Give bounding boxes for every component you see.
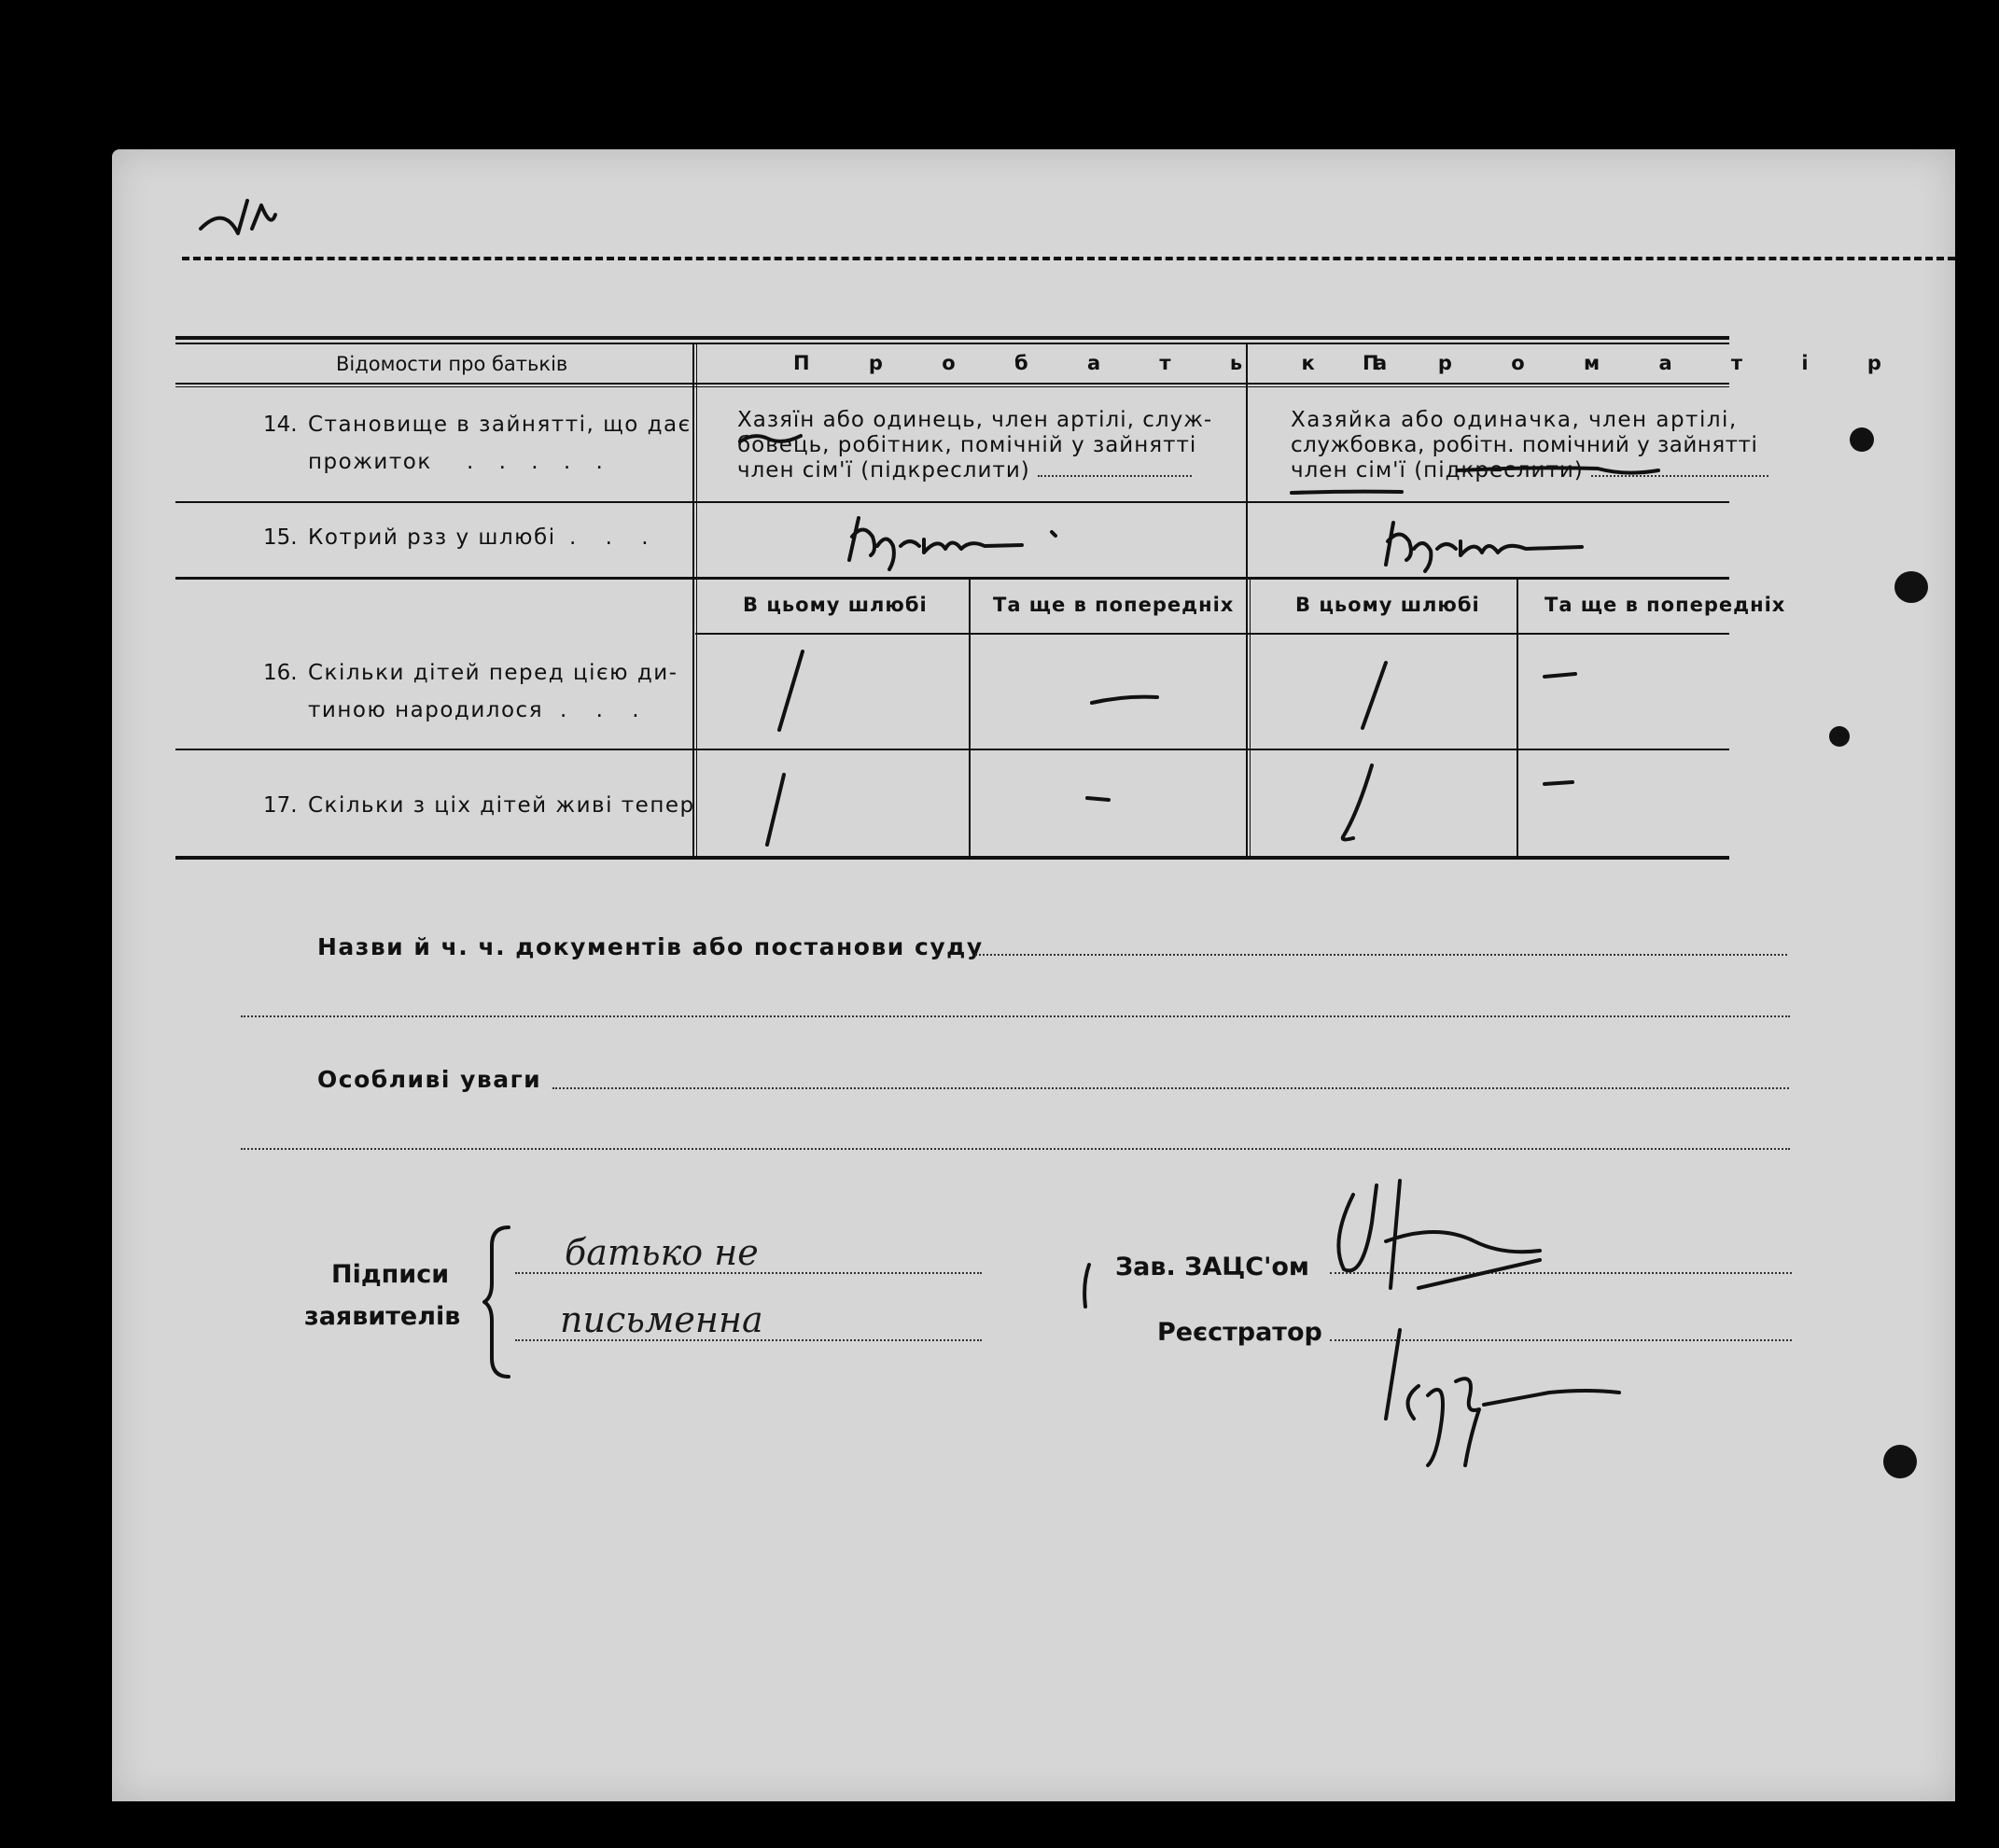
header-mother: П р о м а т і р [1363,352,1908,374]
row16-father-previous-value [1087,686,1171,714]
documents-field-line2 [241,1015,1790,1017]
header-father: П р о б а т ь к а [793,352,1414,374]
form-page [112,149,1955,1801]
row17-label: Скільки з ціх дітей живі тепер [308,793,695,818]
row14-label: Становище в зайнятті, що дає [308,413,692,437]
row16-father-current-value [765,644,821,747]
applicants-brace [481,1223,518,1381]
mother-underline-mark [1290,457,1775,504]
remarks-label: Особливі уваги [317,1066,542,1093]
punch-hole [1850,427,1874,452]
row15-number: 15. [263,525,298,550]
applicant-handwritten-note: батько не [565,1232,759,1273]
row15-father-handwriting [835,504,1078,579]
head-bracket [1078,1260,1097,1316]
row17-number: 17. [263,793,298,818]
documents-label: Назви й ч. ч. документів або постанови суду [317,933,984,960]
row14-label-cont: прожиток [308,450,432,474]
row16-label: Скільки дітей перед цією ди- [308,661,678,685]
punch-hole [1829,726,1850,747]
row17-mother-current-value [1325,756,1400,859]
row14-father-options: Хазяїн або одинець, член артілі, служ- бовець, робітник, помічній у зайнятті член сім'ї (підкреслити) [737,408,1213,483]
documents-field [975,954,1787,956]
row14-mother-options: Хазяйка або одиначка, член артілі, службовка, робітн. помічний у зайнятті член сім'ї (підкреслити) [1291,408,1768,483]
perforation-line [182,257,1955,260]
head-signature [1325,1167,1568,1316]
punch-hole [1894,571,1928,603]
remarks-field-line2 [241,1148,1790,1150]
table-top-rule [175,336,1729,340]
table-bottom-rule [175,856,1729,860]
row17-father-current-value [756,765,812,859]
row15-label: Котрий рзз у шлюбі [308,525,556,550]
row17-father-previous-value [1073,784,1129,812]
head-zags-label: Зав. ЗАЦС'ом [1115,1253,1309,1281]
row14-number: 14. [263,413,298,437]
applicants-signatures-label: Підписи [331,1260,450,1289]
subheader-mother-current: В цьому шлюбі [1295,594,1480,616]
subheader-father-current: В цьому шлюбі [743,594,928,616]
row15-mother-handwriting [1367,504,1629,579]
remarks-field [552,1087,1789,1089]
row16-dots: . . . [560,698,650,722]
punch-hole [1883,1445,1917,1478]
registrar-signature [1363,1325,1661,1475]
father-underline-mark [735,425,810,453]
row16-number: 16. [263,661,298,685]
row17-mother-previous-value [1540,770,1596,798]
row16-mother-current-value [1349,653,1405,747]
row14-dots: . . . . . [467,450,612,474]
row16-mother-previous-value [1540,663,1596,691]
subheader-father-previous: Та ще в попередніх [993,594,1235,616]
corner-scribble [196,187,308,252]
registrar-label: Реєстратор [1157,1318,1322,1347]
applicants-signatures-label-cont: заявителів [304,1302,461,1331]
row15-dots: . . . [569,525,660,550]
subheader-mother-previous: Та ще в попередніх [1545,594,1786,616]
applicant-handwritten-note-cont: письменна [560,1299,763,1340]
header-parents-info: Відомости про батьків [336,353,568,375]
row16-label-cont: тиною народилося [308,698,544,722]
